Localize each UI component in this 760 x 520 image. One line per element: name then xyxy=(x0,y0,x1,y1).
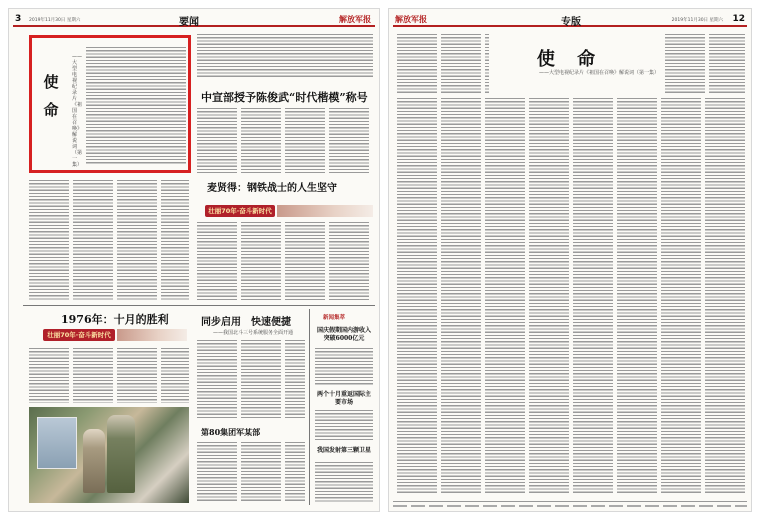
photo-exhibit xyxy=(37,417,77,469)
headline-steel-warrior: 麦贤得：钢铁战士的人生坚守 xyxy=(207,183,337,194)
divider xyxy=(23,305,375,306)
sidebar-item: 我国发射第三颗卫星 xyxy=(316,447,371,454)
article-body-text xyxy=(29,347,189,403)
divider xyxy=(309,309,310,505)
series-banner: 壮丽70年·奋斗新时代 xyxy=(43,329,115,341)
highlighted-feature-box xyxy=(29,35,191,173)
headline-army-unit: 第80集团军某部 xyxy=(201,427,261,437)
section-name: 要闻 xyxy=(179,17,199,28)
news-brief-text xyxy=(197,33,373,79)
header-meta: 2019年11月30日 星期六 xyxy=(29,18,81,23)
right-newspaper-page xyxy=(388,8,752,512)
sidebar-text xyxy=(315,409,373,441)
page-number: 12 xyxy=(732,14,745,24)
feature-subtitle: ——大型电视纪录片《祖国在召唤》解说词（第一集） xyxy=(539,70,660,76)
feature-subtitle: ——大型电视纪录片《祖国在召唤》解说词（第一集） xyxy=(72,54,83,168)
header-meta: 2019年11月30日 星期六 xyxy=(671,18,723,23)
page-header xyxy=(393,13,747,27)
photo-person xyxy=(83,429,105,493)
headline-beidou: 同步启用 快速便捷 xyxy=(201,317,291,328)
sidebar-item: 国庆假期国内游收入突破6000亿元 xyxy=(316,327,371,342)
feature-body-text xyxy=(86,46,186,164)
article-body-text xyxy=(397,97,745,495)
page-footer xyxy=(393,501,747,507)
section-name: 专版 xyxy=(561,17,581,28)
article-body-text xyxy=(29,179,189,301)
article-body-text xyxy=(197,339,305,419)
article-body-text xyxy=(197,221,373,301)
sidebar-item: 两个十月重返国际主要市场 xyxy=(316,391,371,406)
banner-ribbon xyxy=(277,205,373,217)
feature-title: 使命 xyxy=(43,73,59,119)
masthead: 解放军报 xyxy=(395,14,427,24)
page-header xyxy=(13,13,375,27)
article-body-text xyxy=(197,107,373,173)
banner-ribbon xyxy=(117,329,187,341)
feature-title: 使 命 xyxy=(536,49,604,70)
sidebar-text xyxy=(315,347,373,385)
left-newspaper-page xyxy=(8,8,380,512)
sidebar-text xyxy=(315,461,373,503)
page-number: 3 xyxy=(15,14,22,24)
series-banner: 壮丽70年·奋斗新时代 xyxy=(205,205,275,217)
headline-october-victory: 1976年：十月的胜利 xyxy=(61,313,169,326)
headline-model-award: 中宣部授予陈俊武“时代楷模”称号 xyxy=(201,91,368,104)
article-body-text xyxy=(197,441,305,503)
sidebar-tag: 新闻集萃 xyxy=(323,315,346,321)
beidou-subhead: ——我国北斗三号系统服务全面开通 xyxy=(213,330,294,336)
news-photo xyxy=(29,407,189,503)
masthead: 解放军报 xyxy=(339,14,371,24)
photo-soldier xyxy=(107,415,135,493)
